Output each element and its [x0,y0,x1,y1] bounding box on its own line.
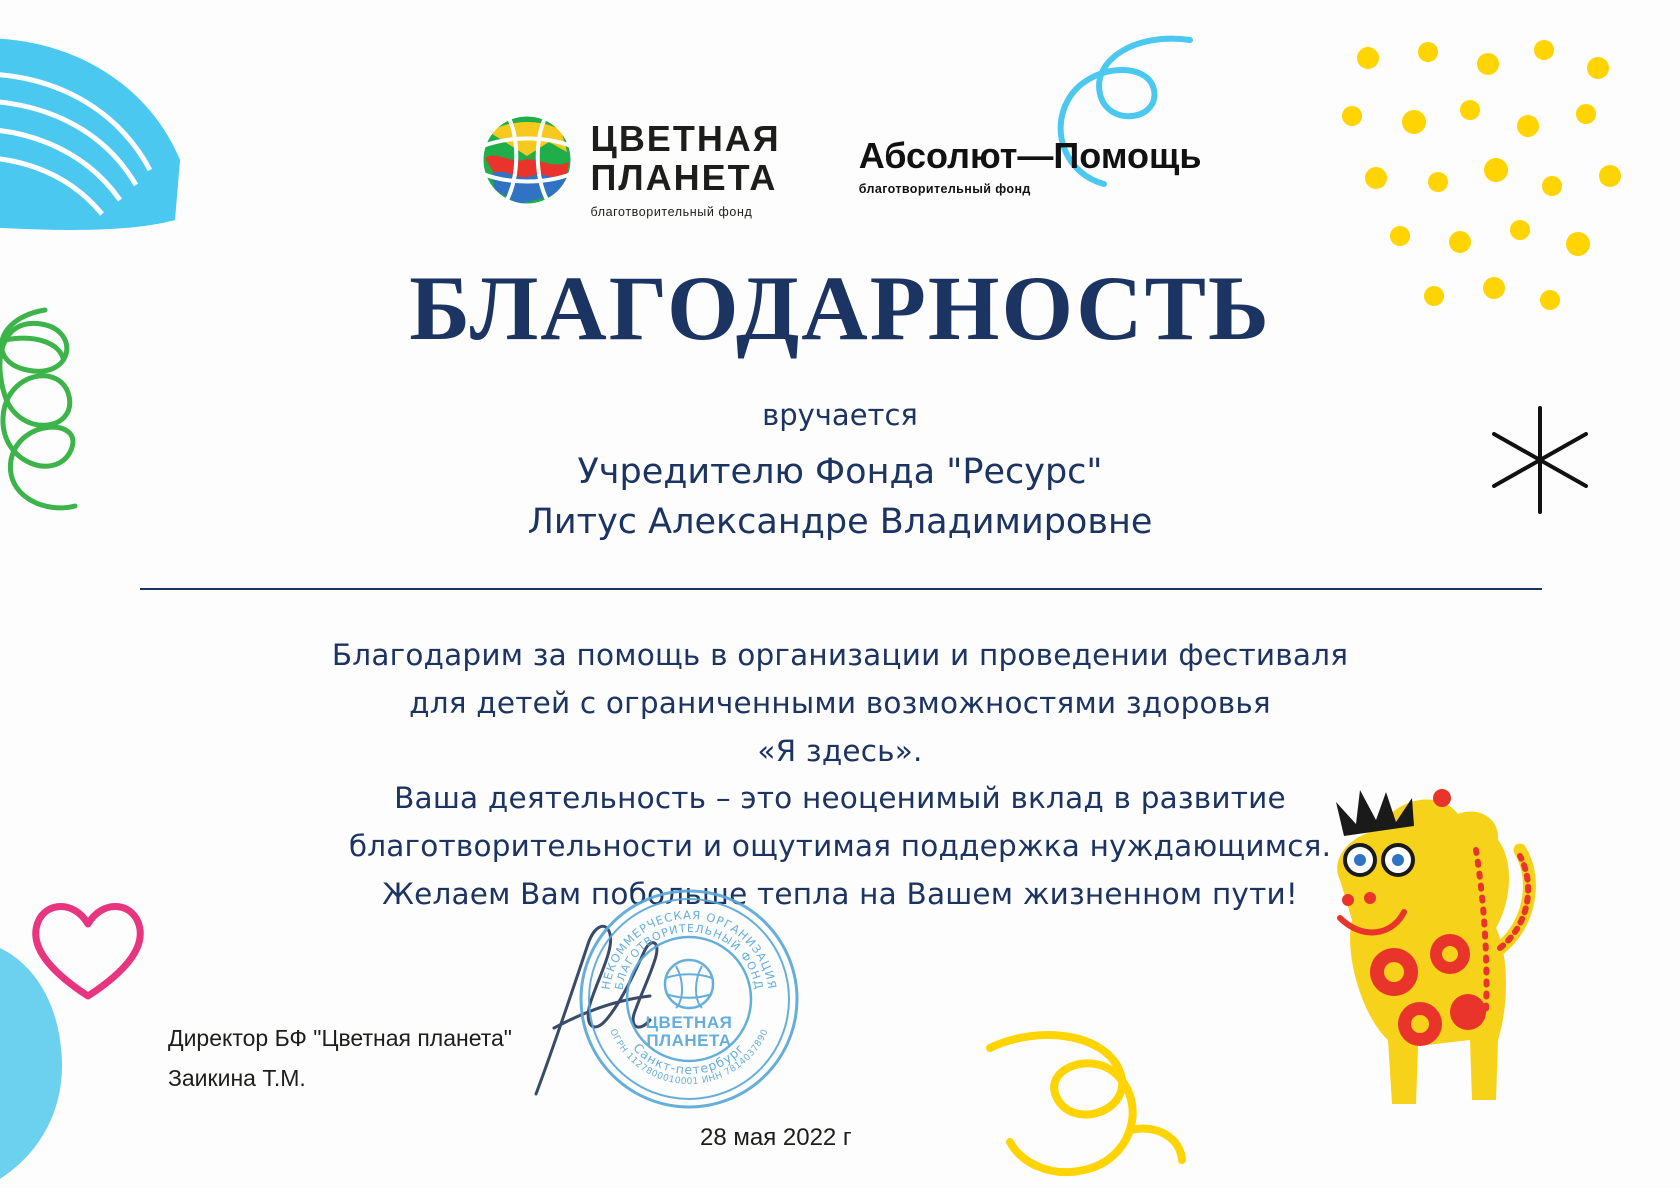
issue-date: 28 мая 2022 г [700,1124,852,1151]
logo-absolut-help [859,112,1202,196]
page-title: БЛАГОДАРНОСТЬ [409,257,1271,359]
yellow-spiral-scribble [980,1020,1200,1190]
svg-text:БЛАГОТВОРИТЕЛЬНЫЙ ФОНД: БЛАГОТВОРИТЕЛЬНЫЙ ФОНД [612,921,766,991]
body-text [0,632,1680,919]
svg-text:ОГРН 1127800010001 ИНН 7814037: ОГРН 1127800010001 ИНН 7814037890 [607,1027,771,1088]
awarded-to-label: вручается [762,398,918,432]
logo-cp-line1: ЦВЕТНАЯ [590,118,781,159]
cyan-blob-shape [0,900,140,1200]
colored-planet-globe-icon [479,112,575,208]
logo-cp-tagline: благотворительный фонд [590,204,753,219]
body-line: благотворительности и ощутимая поддержка нуждающимся. [348,829,1332,864]
signatory-name: Заикина Т.М. [168,1065,306,1092]
recipient-line-1: Учредителю Фонда "Ресурс" [577,452,1103,492]
svg-text:ЦВЕТНАЯ: ЦВЕТНАЯ [645,1013,733,1032]
logo-cp-line2: ПЛАНЕТА [590,156,778,198]
body-line: для детей с ограниченными возможностями здоровья [409,685,1271,720]
body-line: Благодарим за помощь в организации и проведении фестиваля [331,638,1349,672]
divider-rule [140,588,1542,590]
logo-ab-tagline: благотворительный фонд [858,182,1031,196]
signatory-block [168,1018,512,1099]
signatory-role: Директор БФ "Цветная планета" [168,1025,512,1051]
svg-text:Санкт-петербург: Санкт-петербург [630,1040,748,1078]
body-line: Ваша деятельность – это неоценимый вклад в развитие [394,781,1286,816]
header-logos [0,112,1680,219]
svg-text:ПЛАНЕТА: ПЛАНЕТА [646,1031,732,1050]
logo-colored-planet [479,112,781,219]
logo-ab-title: Абсолют—Помощь [858,135,1202,176]
svg-text:НЕКОММЕРЧЕСКАЯ ОРГАНИЗАЦИЯ: НЕКОММЕРЧЕСКАЯ ОРГАНИЗАЦИЯ [598,907,780,991]
body-line: Желаем Вам побольше тепла на Вашем жизненном пути! [382,876,1298,911]
recipient-name [0,448,1680,547]
recipient-line-2: Литус Александре Владимировне [527,501,1153,542]
body-line: «Я здесь». [757,733,923,768]
official-stamp [578,888,800,1110]
